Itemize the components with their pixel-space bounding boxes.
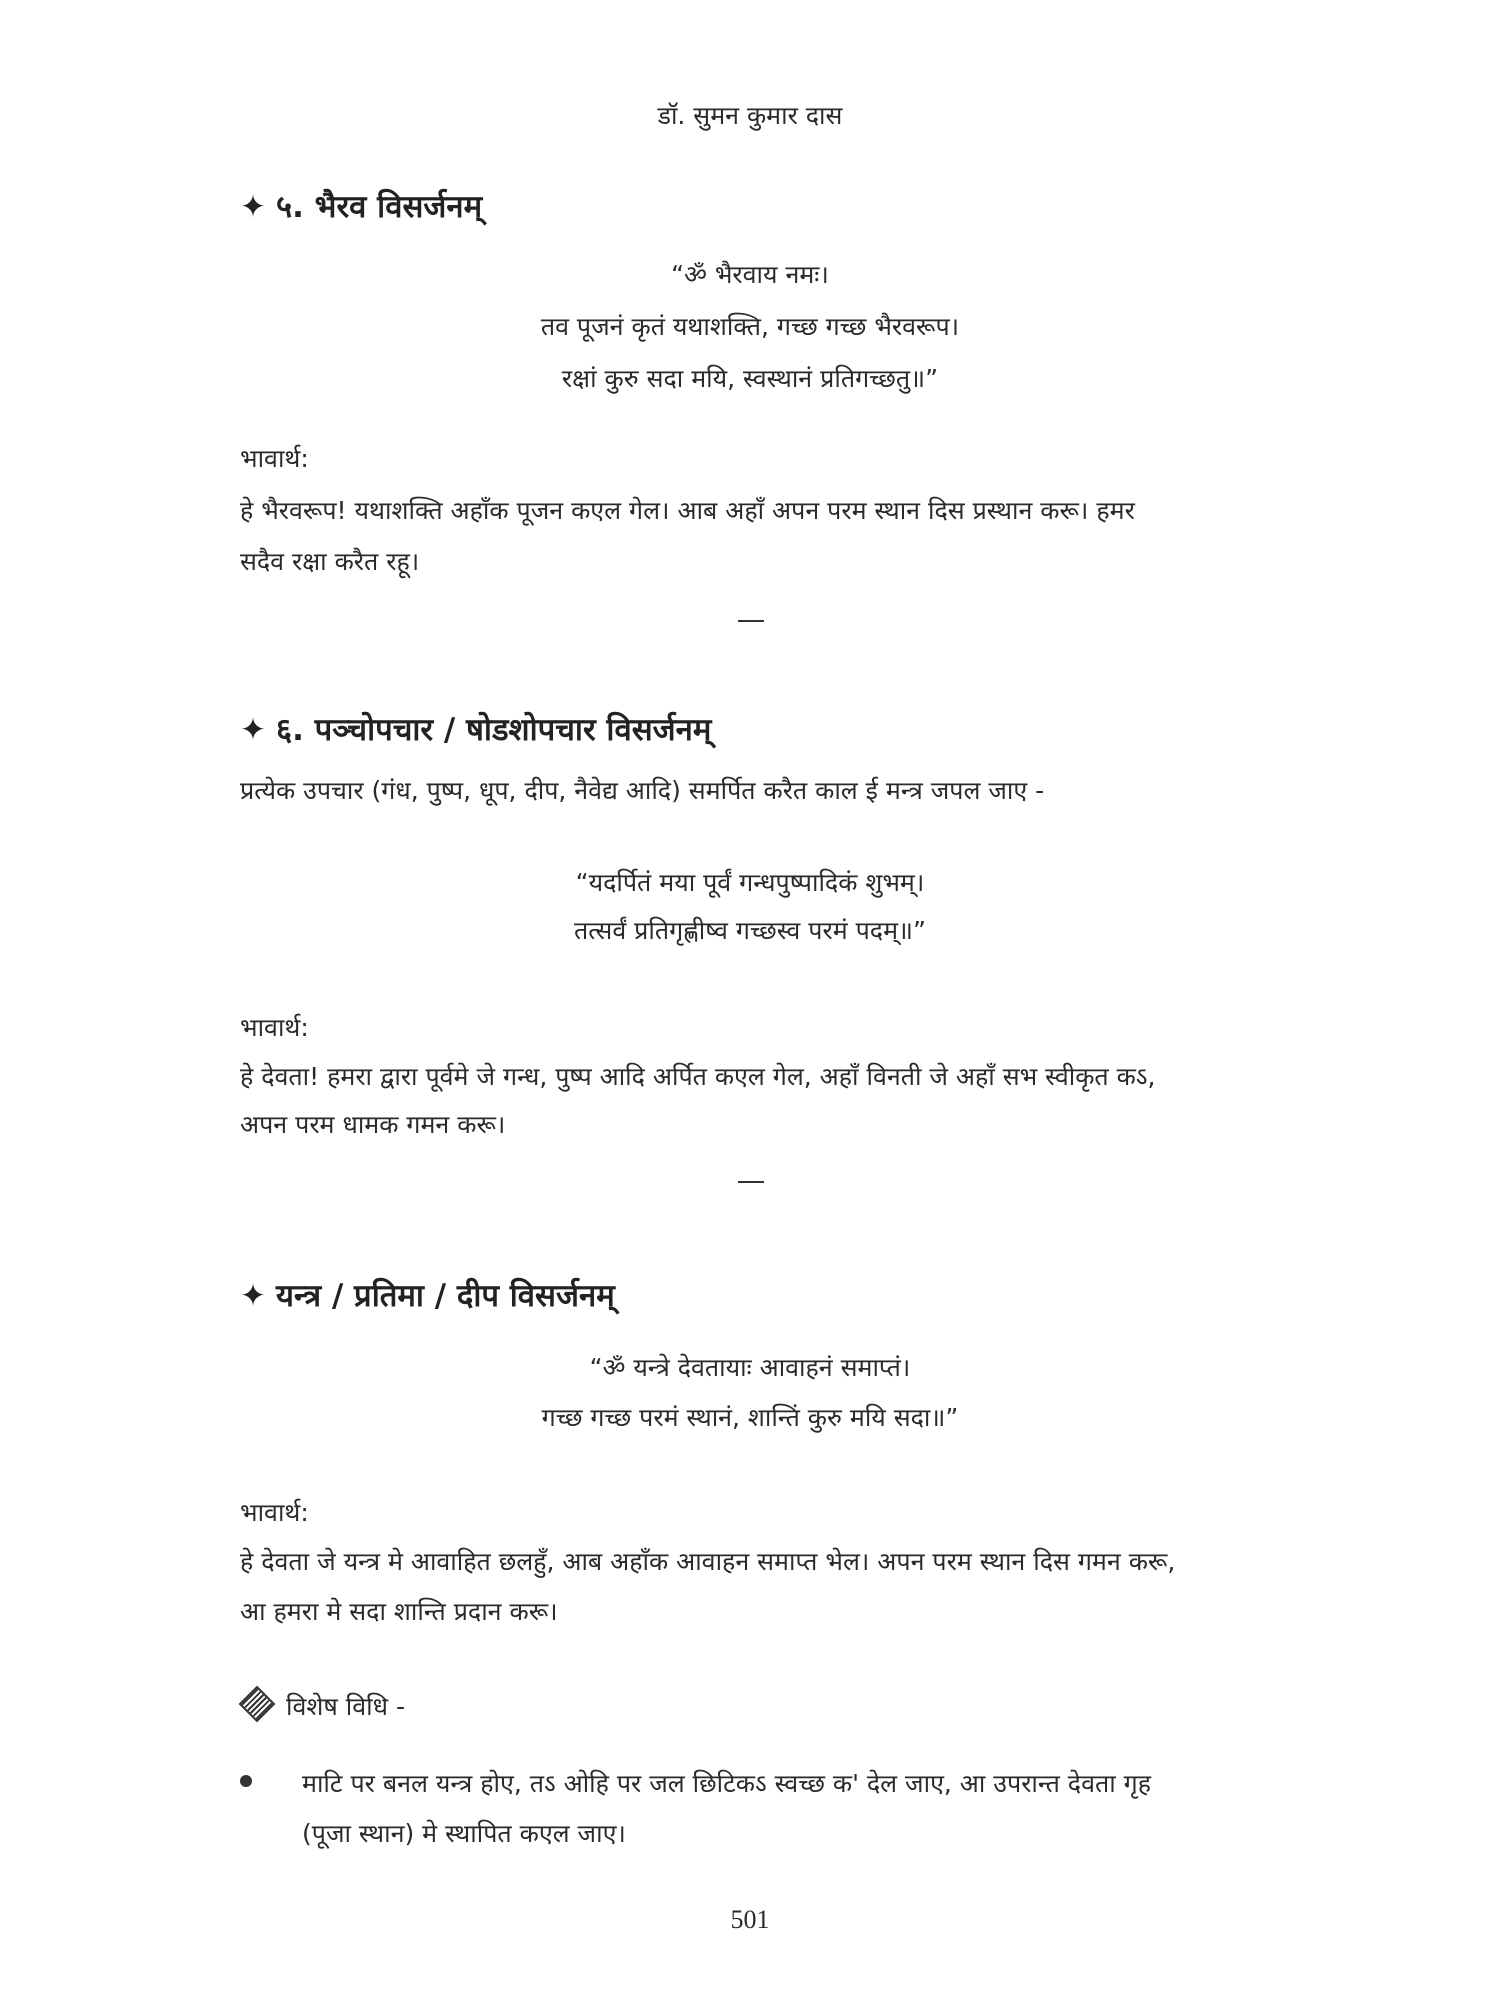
page-number: 501 bbox=[730, 1905, 770, 1934]
star-icon: ✦ bbox=[240, 1278, 266, 1314]
bhavarth-line: हे भैरवरूप! यथाशक्ति अहाँक पूजन कएल गेल। आब अहाँ अपन परम स्थान दिस प्रस्थान करू। हमर bbox=[240, 496, 1135, 525]
bhavarth-label: भावार्थ: bbox=[240, 1013, 309, 1042]
bhavarth-line: अपन परम धामक गमन करू। bbox=[240, 1110, 506, 1139]
heading-text: यन्त्र / प्रतिमा / दीप विसर्जनम् bbox=[275, 1278, 615, 1314]
heading-text: ६. पञ्चोपचार / षोडशोपचार विसर्जनम् bbox=[275, 712, 712, 748]
verse-line: “यदर्पितं मया पूर्वं गन्धपुष्पादिकं शुभम्। bbox=[575, 868, 925, 897]
verse-line: तत्सर्वं प्रतिगृह्णीष्व गच्छस्व परमं पदम्॥” bbox=[574, 916, 926, 945]
verse-line: गच्छ गच्छ परमं स्थानं, शान्तिं कुरु मयि सदा॥” bbox=[541, 1403, 959, 1432]
hatched-diamond-icon bbox=[239, 1686, 276, 1723]
verse-line: “ॐ भैरवाय नमः। bbox=[671, 260, 829, 289]
star-icon: ✦ bbox=[240, 189, 266, 225]
bhavarth-label: भावार्थ: bbox=[240, 444, 309, 473]
running-header-author: डॉ. सुमन कुमार दास bbox=[657, 101, 843, 130]
intro-text: प्रत्येक उपचार (गंध, पुष्प, धूप, दीप, नैवेद्य आदि) समर्पित करैत काल ई मन्त्र जपल जाए - bbox=[240, 776, 1045, 805]
verse-line: तव पूजनं कृतं यथाशक्ति, गच्छ गच्छ भैरवरूप। bbox=[540, 312, 960, 341]
bhavarth-line: हे देवता जे यन्त्र मे आवाहित छलहुँ, आब अहाँक आवाहन समाप्त भेल। अपन परम स्थान दिस गमन करू, bbox=[240, 1547, 1176, 1576]
section-separator bbox=[738, 620, 764, 622]
bullet-line: (पूजा स्थान) मे स्थापित कएल जाए। bbox=[302, 1819, 626, 1848]
section-heading bbox=[240, 708, 711, 752]
bhavarth-line: आ हमरा मे सदा शान्ति प्रदान करू। bbox=[240, 1597, 558, 1626]
verse-line: रक्षां कुरु सदा मयि, स्वस्थानं प्रतिगच्छतु॥” bbox=[561, 364, 939, 393]
section-heading bbox=[240, 1274, 615, 1318]
section-separator bbox=[738, 1181, 764, 1183]
bullet-icon bbox=[240, 1775, 252, 1787]
verse-line: “ॐ यन्त्रे देवतायाः आवाहनं समाप्तं। bbox=[589, 1353, 911, 1382]
vishesh-vidhi-label bbox=[240, 1690, 405, 1724]
bullet-line: माटि पर बनल यन्त्र होए, तऽ ओहि पर जल छिटिकऽ स्वच्छ क' देल जाए, आ उपरान्त देवता गृह bbox=[302, 1769, 1151, 1798]
bhavarth-label: भावार्थ: bbox=[240, 1498, 309, 1527]
section-heading bbox=[240, 185, 482, 229]
bhavarth-line: हे देवता! हमरा द्वारा पूर्वमे जे गन्ध, पुष्प आदि अर्पित कएल गेल, अहाँ विनती जे अहाँ सभ स्वीकृत कऽ, bbox=[240, 1062, 1156, 1091]
star-icon: ✦ bbox=[240, 712, 266, 748]
vishesh-label-text: विशेष विधि - bbox=[286, 1692, 405, 1721]
heading-text: ५. भैरव विसर्जनम् bbox=[275, 189, 483, 225]
bhavarth-line: सदैव रक्षा करैत रहू। bbox=[240, 547, 420, 576]
